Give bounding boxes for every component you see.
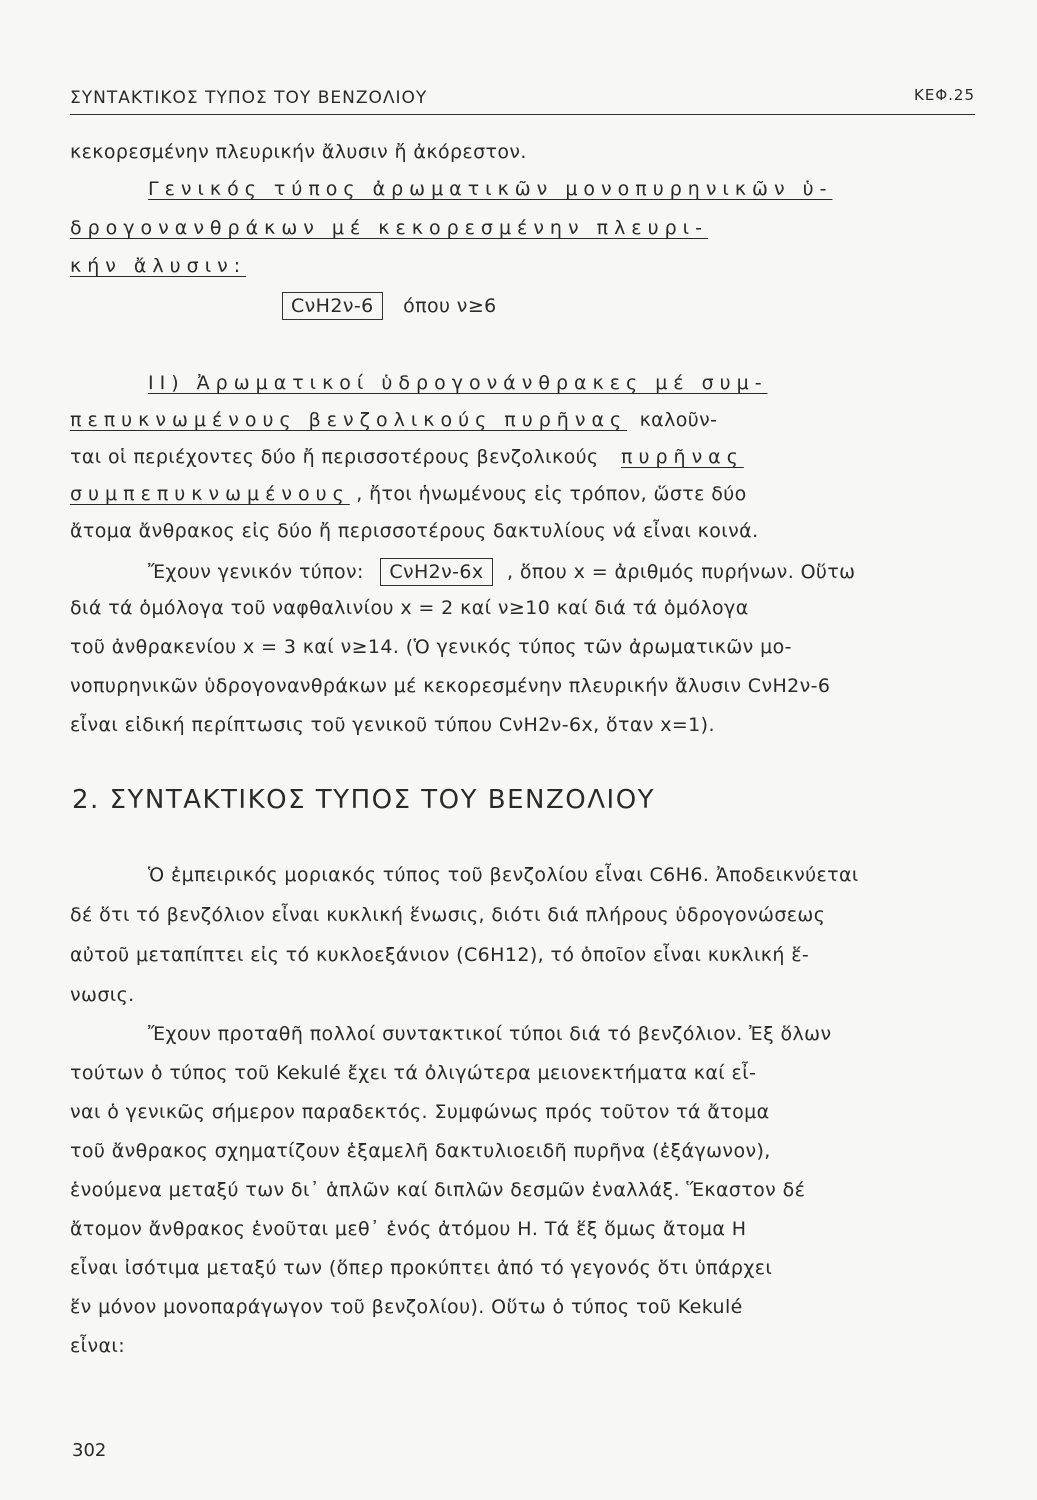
text-line xyxy=(148,558,855,586)
body-line: νωσις. xyxy=(70,984,135,1006)
body-line: Ὁ ἐμπειρικός μοριακός τύπος τοῦ βενζολίου εἶναι C6H6. Ἀποδεικνύεται xyxy=(148,864,859,886)
body-line: ἄτομον ἄνθρακος ἑνοῦται μεθ᾿ ἑνός ἀτόμου Η. Τά ἕξ ὅμως ἄτομα Η xyxy=(70,1218,747,1240)
body-line: δέ ὅτι τό βενζόλιον εἶναι κυκλική ἕνωσις, διότι διά πλήρους ὑδρογονώσεως xyxy=(70,904,826,926)
text-line xyxy=(70,409,717,431)
body-line: ἑνούμενα μεταξύ των δι᾿ ἁπλῶν καί διπλῶν δεσμῶν ἐναλλάξ. Ἕκαστον δέ xyxy=(70,1179,806,1201)
chapter-label: ΚΕΦ.25 xyxy=(914,86,975,104)
body-line: Ἔχουν προταθῆ πολλοί συντακτικοί τύποι διά τό βενζόλιον. Ἐξ ὅλων xyxy=(148,1023,832,1045)
text-line: ἄτομα ἄνθρακος εἰς δύο ἤ περισσοτέρους δακτυλίους νά εἶναι κοινά. xyxy=(70,520,759,542)
body-line: αὐτοῦ μεταπίπτει εἰς τό κυκλοεξάνιον (C6H12), τό ὁποῖον εἶναι κυκλική ἕ- xyxy=(70,944,810,966)
text-line: κήν ἄλυσιν: xyxy=(70,255,247,277)
text-line xyxy=(70,446,744,468)
text-fragment: συμπεπυκνωμένους xyxy=(70,483,350,505)
body-line: τοῦ ἄνθρακος σχηματίζουν ἑξαμελῆ δακτυλιοειδῆ πυρῆνα (ἑξάγωνον), xyxy=(70,1140,771,1162)
formula-line xyxy=(282,292,497,320)
text-line: νοπυρηνικῶν ὑδρογονανθράκων μέ κεκορεσμένην πλευρικήν ἄλυσιν CνH2ν-6 xyxy=(70,675,831,697)
body-line: ναι ὁ γενικῶς σήμερον παραδεκτός. Συμφώνως πρός τοῦτον τά ἄτομα xyxy=(70,1101,770,1123)
text-fragment: Ἔχουν γενικόν τύπον: xyxy=(148,561,364,583)
page-number: 302 xyxy=(72,1440,107,1461)
formula-box: CνH2ν-6x xyxy=(380,558,492,586)
section-heading: 2. ΣΥΝΤΑΚΤΙΚΟΣ ΤΥΠΟΣ ΤΟΥ ΒΕΝΖΟΛΙΟΥ xyxy=(72,785,656,815)
formula-box: CνH2ν-6 xyxy=(282,292,383,320)
text-fragment: ται οἱ περιέχοντες δύο ἤ περισσοτέρους βενζολικούς xyxy=(70,446,599,468)
text-fragment: πεπυκνωμένους βενζολικούς πυρῆνας xyxy=(70,409,628,431)
text-line: εἶναι εἰδική περίπτωσις τοῦ γενικοῦ τύπου CνH2ν-6x, ὅταν x=1). xyxy=(70,714,715,736)
text-line: διά τά ὁμόλογα τοῦ ναφθαλινίου x = 2 καί ν≥10 καί διά τά ὁμόλογα xyxy=(70,597,749,619)
text-fragment: , ὅπου x = ἀριθμός πυρήνων. Οὕτω xyxy=(507,561,856,583)
text-fragment: , ἤτοι ἡνωμένους εἰς τρόπον, ὥστε δύο xyxy=(356,483,747,505)
text-line: δρογονανθράκων μέ κεκορεσμένην πλευρι- xyxy=(70,217,708,239)
text-line: κεκορεσμένην πλευρικήν ἄλυσιν ἤ ἀκόρεστον. xyxy=(70,141,527,163)
text-line xyxy=(70,483,747,505)
header-title: ΣΥΝΤΑΚΤΙΚΟΣ ΤΥΠΟΣ ΤΟΥ ΒΕΝΖΟΛΙΟΥ xyxy=(70,88,428,108)
text-line: Γενικός τύπος ἀρωματικῶν μονοπυρηνικῶν ὑ- xyxy=(148,178,833,200)
text-line xyxy=(148,372,768,394)
text-fragment: ΙΙ) Ἀρωματικοί ὑδρογονάνθρακες μέ συμ- xyxy=(148,372,768,394)
body-line: ἕν μόνον μονοπαράγωγον τοῦ βενζολίου). Οὕτω ὁ τύπος τοῦ Kekulé xyxy=(70,1296,743,1318)
text-line: τοῦ ἀνθρακενίου x = 3 καί ν≥14. (Ὁ γενικός τύπος τῶν ἀρωματικῶν μο- xyxy=(70,636,792,658)
running-header xyxy=(70,86,975,115)
body-line: εἶναι: xyxy=(70,1335,126,1357)
text-fragment: όπου ν≥6 xyxy=(403,295,497,317)
body-line: τούτων ὁ τύπος τοῦ Kekulé ἔχει τά ὀλιγώτερα μειονεκτήματα καί εἶ- xyxy=(70,1062,757,1084)
body-line: εἶναι ἰσότιμα μεταξύ των (ὅπερ προκύπτει ἀπό τό γεγονός ὅτι ὑπάρχει xyxy=(70,1257,773,1279)
text-fragment: πυρῆνας xyxy=(621,446,744,468)
text-fragment: καλοῦν- xyxy=(639,409,718,431)
